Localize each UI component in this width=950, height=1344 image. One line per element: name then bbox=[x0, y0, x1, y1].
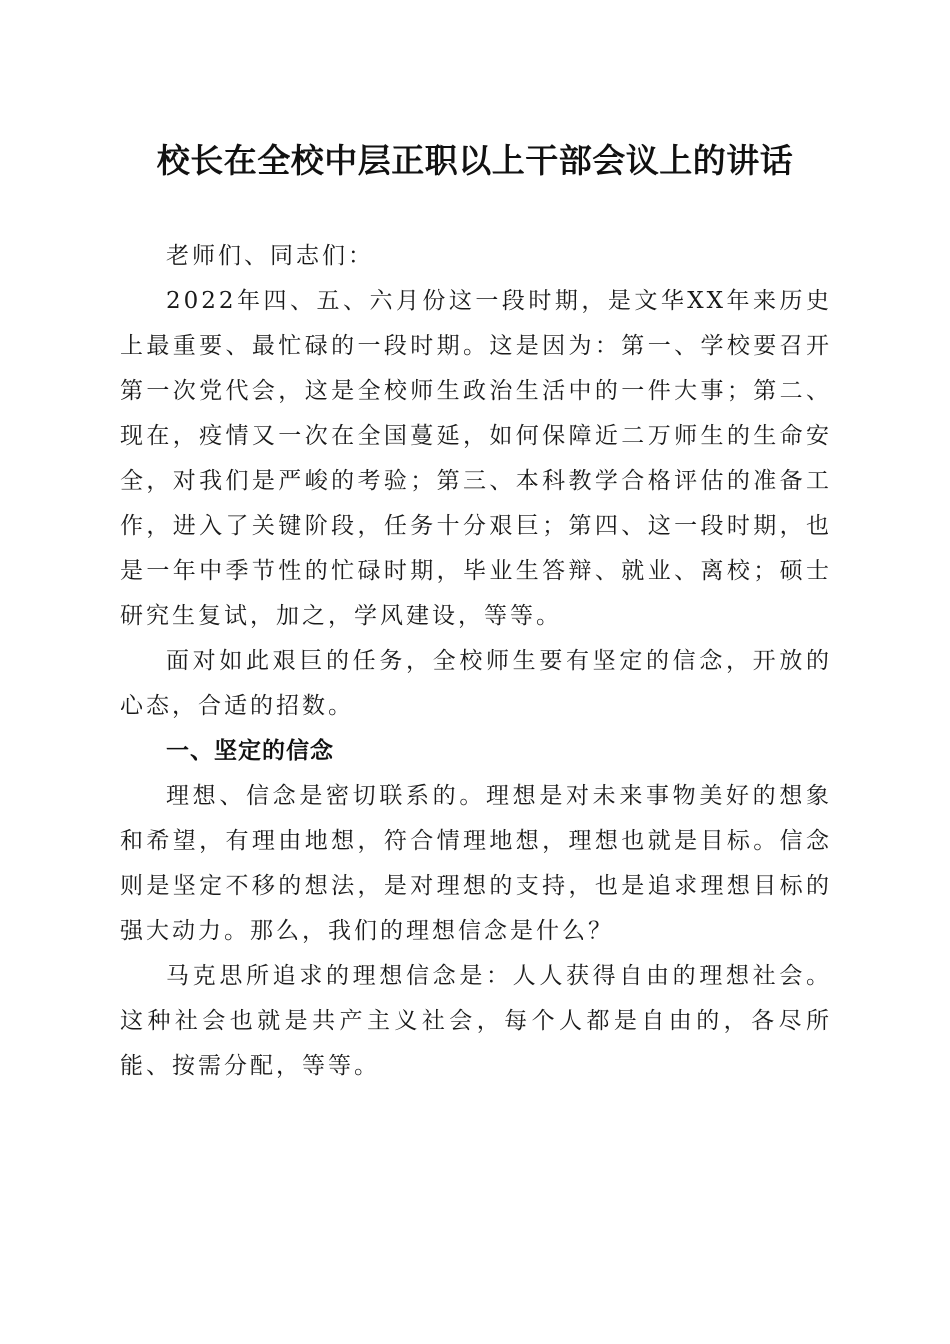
document-body bbox=[120, 234, 832, 1089]
paragraph-2: 面对如此艰巨的任务，全校师生要有坚定的信念，开放的心态，合适的招数。 bbox=[120, 648, 832, 719]
salutation: 老师们、同志们： bbox=[166, 243, 374, 269]
document-title: 校长在全校中层正职以上干部会议上的讲话 bbox=[156, 141, 794, 180]
section-heading: 一、坚定的信念 bbox=[166, 738, 334, 764]
section-paragraph-2: 马克思所追求的理想信念是：人人获得自由的理想社会。这种社会也就是共产主义社会，每个人都是自由的，各尽所能、按需分配，等等。 bbox=[120, 963, 832, 1079]
paragraph-1: 2022年四、五、六月份这一段时期，是文华XX年来历史上最重要、最忙碌的一段时期。这是因为：第一、学校要召开第一次党代会，这是全校师生政治生活中的一件大事；第二、现在，疫情又一次在全国蔓延，如何保障近二万师生的生命安全，对我们是严峻的考验；第三、本科教学合格评估的准备工作，进入了关键阶段，任务十分艰巨；第四、这一段时期，也是一年中季节性的忙碌时期，毕业生答辩、就业、离校；硕士研究生复试，加之，学风建设，等等。 bbox=[120, 288, 832, 629]
section-paragraph-1: 理想、信念是密切联系的。理想是对未来事物美好的想象和希望，有理由地想，符合情理地想，理想也就是目标。信念则是坚定不移的想法，是对理想的支持，也是追求理想目标的强大动力。那么，我们的理想信念是什么？ bbox=[120, 783, 832, 944]
